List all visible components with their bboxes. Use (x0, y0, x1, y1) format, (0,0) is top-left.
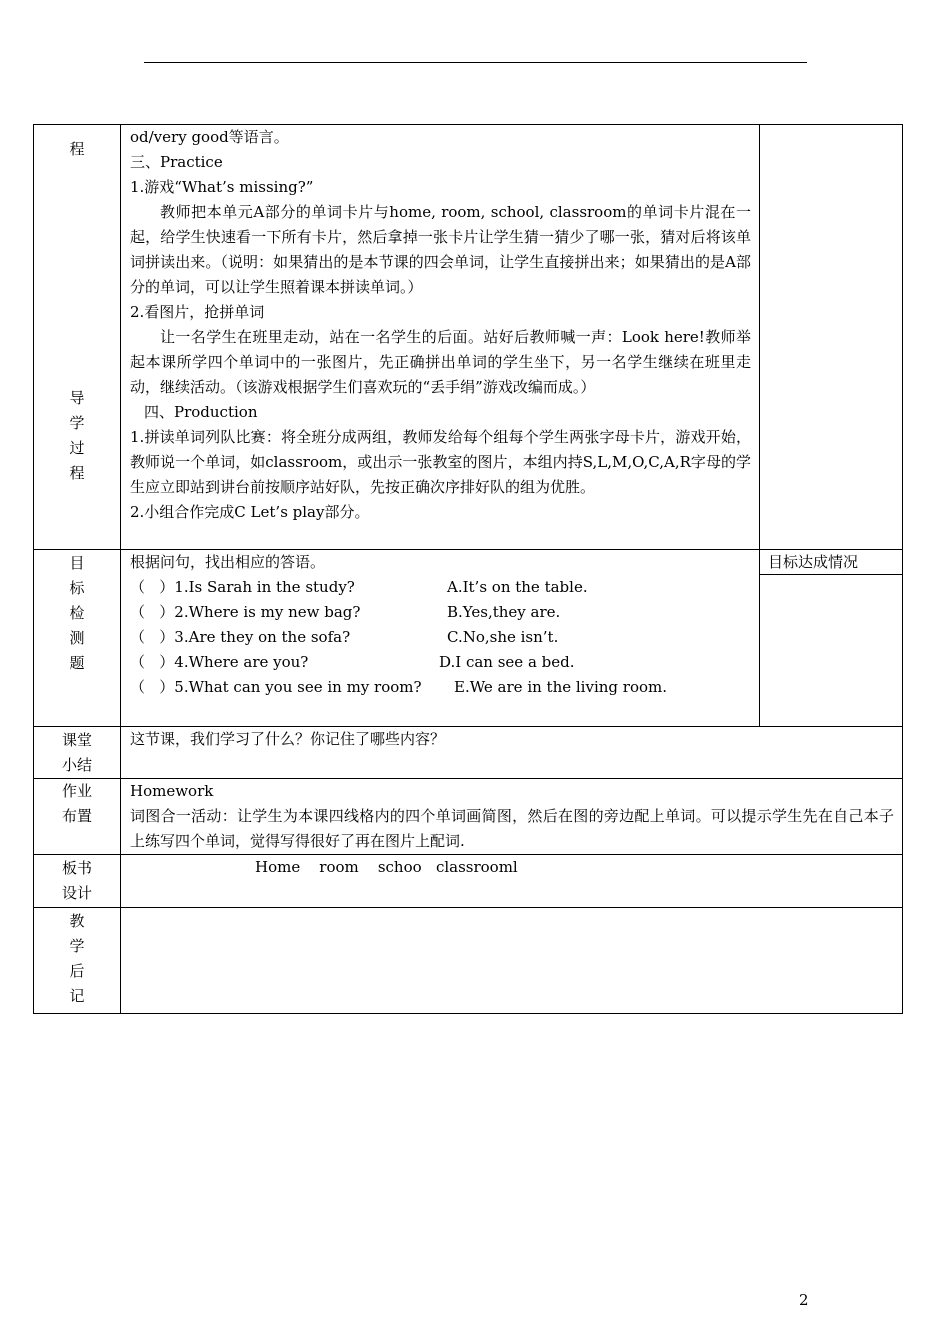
reflection-label-char: 学 (69, 937, 85, 955)
test-label-char: 检 (69, 604, 85, 622)
summary-label-cell (34, 727, 121, 779)
test-answer: C.No,she isn’t. (447, 628, 559, 646)
process-line: od/very good等语言。 (130, 128, 289, 146)
process-content (121, 125, 759, 525)
test-question: （ ）1.Is Sarah in the study? (130, 578, 355, 596)
process-label-cell (34, 125, 121, 550)
homework-label (34, 779, 120, 829)
test-label (34, 551, 120, 676)
board-content (121, 855, 902, 880)
board-row (34, 855, 903, 908)
production-item-2: 2.小组合作完成C Let’s play部分。 (130, 503, 370, 521)
test-label-char: 目 (69, 554, 85, 572)
process-label (34, 386, 120, 486)
process-label-char: 程 (69, 464, 85, 482)
test-label-char: 测 (69, 629, 85, 647)
test-intro: 根据问句，找出相应的答语。 (130, 553, 326, 571)
game-description: 教师把本单元A部分的单词卡片与home, room, school, classroom的单词卡片混在一起，给学生快速看一下所有卡片，然后拿掉一张卡片让学生猜一猜少了哪一张，猜对后将该单词拼读出来。（说明：如果猜出的是本节课的四会单词，让学生直接拼出来；如果猜出的是A部分的单词，可以让学生照着课本拼读单词。） (130, 203, 751, 296)
board-words: Home room schoo classrooml (255, 858, 518, 876)
test-label-char: 标 (69, 579, 85, 597)
board-label-line: 板书 (61, 859, 92, 877)
homework-label-line: 作业 (61, 782, 92, 800)
test-question: （ ）3.Are they on the sofa? (130, 628, 351, 646)
production-heading: 四、Production (144, 403, 258, 421)
board-label (34, 856, 120, 906)
homework-label-cell (34, 779, 121, 855)
test-label-cell (34, 550, 121, 727)
board-label-line: 设计 (61, 884, 92, 902)
homework-content (121, 779, 902, 854)
page-number: 2 (799, 1291, 809, 1309)
homework-row (34, 779, 903, 855)
process-label-char: 学 (69, 414, 85, 432)
test-answer: D.I can see a bed. (439, 653, 575, 671)
game-heading: 1.游戏“What’s missing?” (130, 178, 314, 196)
production-description: 1.拼读单词列队比赛：将全班分成两组，教师发给每个组每个学生两张字母卡片，游戏开始，教师说一个单词，如classroom，或出示一张教室的图片，本组内持S,L,M,O,C,A,R字母的学生应立即站到讲台前按顺序站好队，先按正确次序排好队的组为优胜。 (130, 428, 751, 496)
test-question: （ ）5.What can you see in my room? (130, 678, 422, 696)
process-label-char: 过 (69, 439, 85, 457)
summary-row (34, 727, 903, 779)
reflection-label-char: 记 (69, 987, 85, 1005)
test-answer: E.We are in the living room. (454, 678, 667, 696)
header-rule (144, 62, 807, 63)
homework-text: 词图合一活动：让学生为本课四线格内的四个单词画简图，然后在图的旁边配上单词。可以提示学生先在自己本子上练写四个单词，觉得写得很好了再在图片上配词. (130, 807, 894, 850)
homework-label-line: 布置 (61, 807, 92, 825)
reflection-label (34, 909, 120, 1009)
test-answer: B.Yes,they are. (447, 603, 561, 621)
homework-title: Homework (130, 782, 214, 800)
test-side-cell (760, 550, 903, 727)
process-side-cell (760, 125, 903, 550)
picture-game-heading: 2.看图片，抢拼单词 (130, 303, 265, 321)
board-label-cell (34, 855, 121, 908)
summary-label-line: 课堂 (61, 731, 92, 749)
test-content-cell (121, 550, 760, 727)
process-label-top: 程 (69, 140, 85, 158)
picture-game-description: 让一名学生在班里走动，站在一名学生的后面。站好后教师喊一声：Look here!教师举起本课所学四个单词中的一张图片，先正确拼出单词的学生坐下，另一名学生继续在班里走动，继续活动。（该游戏根据学生们喜欢玩的“丢手绢”游戏改编而成。） (130, 328, 751, 396)
reflection-content-cell (121, 908, 903, 1014)
target-status-header: 目标达成情况 (760, 550, 902, 575)
test-label-char: 题 (69, 654, 85, 672)
test-question: （ ）4.Where are you? (130, 653, 309, 671)
board-content-cell (121, 855, 903, 908)
homework-content-cell (121, 779, 903, 855)
lesson-plan-table (33, 124, 903, 1014)
reflection-label-cell (34, 908, 121, 1014)
summary-label (34, 728, 120, 778)
reflection-label-char: 教 (69, 912, 85, 930)
summary-content-cell (121, 727, 903, 779)
reflection-row (34, 908, 903, 1014)
process-label-char: 导 (69, 389, 85, 407)
test-answer: A.It’s on the table. (447, 578, 588, 596)
test-questions (130, 575, 751, 700)
process-content-cell (121, 125, 760, 550)
test-row (34, 550, 903, 727)
reflection-label-char: 后 (69, 962, 85, 980)
summary-label-line: 小结 (61, 756, 92, 774)
test-question: （ ）2.Where is my new bag? (130, 603, 361, 621)
process-row (34, 125, 903, 550)
summary-text: 这节课，我们学习了什么？你记住了哪些内容？ (130, 730, 446, 748)
practice-heading: 三、Practice (130, 153, 223, 171)
test-content (121, 550, 759, 700)
